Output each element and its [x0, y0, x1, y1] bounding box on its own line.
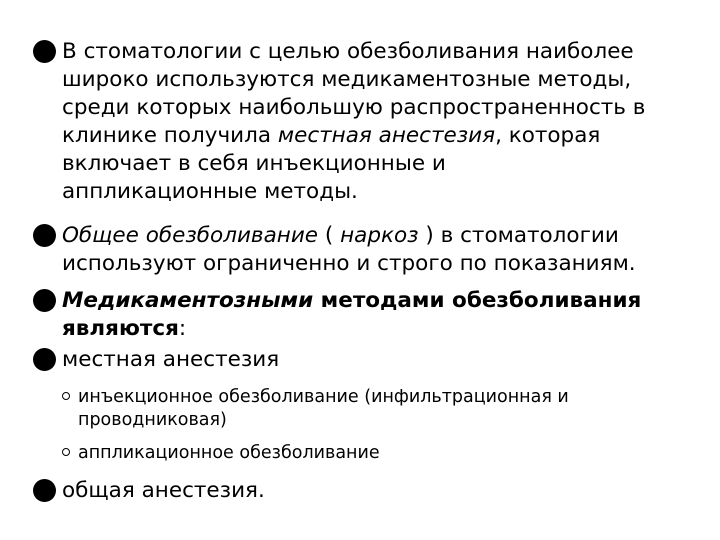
bullet-dot — [33, 40, 56, 63]
bullet-text-3 — [62, 287, 702, 343]
text-line: среди которых наибольшую распространенность в — [62, 95, 646, 120]
text-line: В стоматологии с целью обезболивания наиболее — [62, 39, 634, 64]
text-line: инъекционное обезболивание (инфильтрационная и — [78, 387, 569, 407]
text-line: используют ограниченно и строго по показаниям. — [62, 251, 636, 276]
text-line: аппликационное обезболивание — [78, 443, 380, 463]
sub-text-2 — [78, 442, 698, 465]
bullet-dot — [33, 348, 56, 371]
text-line: проводниковая) — [78, 410, 227, 430]
text-segment: являются — [62, 316, 179, 341]
bullet-dot — [33, 289, 56, 312]
sub-text-1 — [78, 386, 698, 432]
text-line: включает в себя инъекционные и — [62, 151, 446, 176]
sub-bullet-ring — [62, 448, 70, 456]
text-segment: клинике получила — [62, 123, 278, 148]
emphasis-local-anesthesia: местная анестезия — [277, 123, 496, 148]
text-line — [62, 222, 702, 250]
bullet-dot — [33, 224, 56, 247]
text-line — [62, 122, 702, 150]
text-line — [62, 315, 702, 343]
text-segment: ( — [318, 223, 341, 248]
text-segment: методами обезболивания — [313, 288, 642, 313]
text-segment: : — [178, 316, 187, 341]
emphasis-medicamentous: Медикаментозными — [62, 288, 314, 313]
text-segment: ) в стоматологии — [418, 223, 619, 248]
emphasis-general-anesthesia: Общее обезболивание — [62, 223, 319, 248]
bullet-dot — [33, 479, 56, 502]
text-line: аппликационные методы. — [62, 179, 358, 204]
text-line: широко используются медикаментозные методы, — [62, 67, 632, 92]
bullet-text-2 — [62, 222, 702, 278]
text-segment: , которая — [495, 123, 601, 148]
bullet-text-4: местная анестезия — [62, 347, 280, 372]
sub-bullet-ring — [62, 392, 70, 400]
text-line — [62, 287, 702, 315]
bullet-text-5: общая анестезия. — [62, 478, 265, 503]
emphasis-narcosis: наркоз — [340, 223, 419, 248]
bullet-text-1 — [62, 38, 702, 206]
